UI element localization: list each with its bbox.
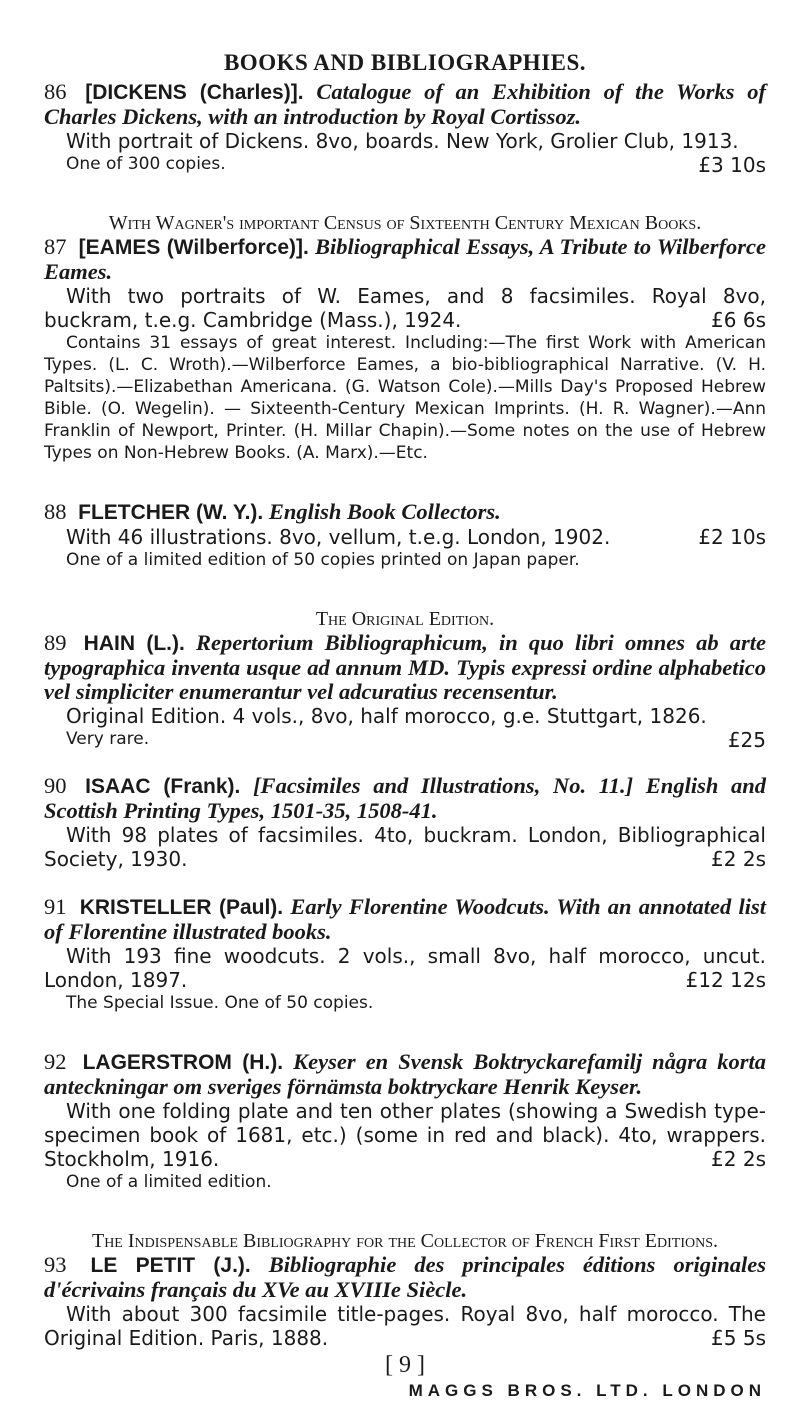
entry-note: Contains 31 essays of great interest. Including:—The first Work with American Types. (L. C. Wroth).—Wilberforce Eames, a bio-bibliographical Narrative. (V. H. Paltsits).—Elizabethan Americana. (G. Watson Cole).—Mills Day's Proposed Hebrew Bible. (O. Wegelin). — Sixteenth-Century Mexican Imprints. (H. R. Wagner).—Ann Franklin of Newport, Printer. (H. Millar Chapin).—Some notes on the use of Hebrew Types on Non-Hebrew Books. (A. Marx).—Etc.: [44, 333, 766, 463]
entry-note: The Special Issue. One of 50 copies.: [66, 993, 374, 1013]
entry-title: Bibliographie des principales éditions originales d'écrivains français du XVe au XVIIIe Siècle.: [44, 1252, 766, 1302]
entry-89: [44, 607, 766, 750]
entry-author: LAGERSTROM (H.).: [82, 1051, 284, 1074]
section-heading: The Indispensable Bibliography for the Collector of French First Editions.: [91, 1230, 718, 1252]
page-header: BOOKS AND BIBLIOGRAPHIES.: [223, 50, 587, 75]
entry-description: With 193 fine woodcuts. 2 vols., small 8vo, half morocco, uncut. London, 1897.: [44, 944, 766, 992]
entry-author: KRISTELLER (Paul).: [79, 896, 284, 919]
entry-price: £2 2s: [711, 1147, 766, 1171]
entry-price: £25: [727, 728, 766, 752]
entry-price: £5 5s: [711, 1326, 766, 1350]
entry-91: [44, 895, 766, 1014]
entry-author: [EAMES (Wilberforce)].: [78, 236, 309, 259]
entry-description: With 98 plates of facsimiles. 4to, buckram. London, Bibliographical Society, 1930.: [44, 823, 766, 871]
entry-number: 87: [44, 234, 67, 259]
section-heading: With Wagner's important Census of Sixteenth Century Mexican Books.: [108, 212, 702, 234]
entry-93: [44, 1229, 766, 1350]
entry-number: 89: [44, 630, 67, 655]
entry-price: £3 10s: [698, 153, 766, 177]
entry-86: [44, 80, 766, 175]
entry-note: One of a limited edition.: [66, 1172, 272, 1192]
entry-description: With one folding plate and ten other plates (showing a Swedish type-specimen book of 1681, etc.) (some in red and black). 4to, wrappers. Stockholm, 1916.: [44, 1099, 766, 1171]
catalogue-page: [44, 50, 766, 1401]
entry-author: FLETCHER (W. Y.).: [78, 501, 264, 524]
entry-description: With two portraits of W. Eames, and 8 facsimiles. Royal 8vo, buckram, t.e.g. Cambridge (Mass.), 1924.: [44, 284, 766, 332]
entry-price: £6 6s: [711, 308, 766, 332]
entry-title: Early Florentine Woodcuts. With an annotated list of Florentine illustrated books.: [44, 894, 767, 944]
entry-90: [44, 774, 766, 871]
entry-title: [Facsimiles and Illustrations, No. 11.] English and Scottish Printing Types, 1501-35, 1508-41.: [44, 773, 767, 823]
entry-description: With 46 illustrations. 8vo, vellum, t.e.g. London, 1902.: [66, 525, 611, 549]
entry-88: [44, 500, 766, 571]
entry-title: Bibliographical Essays, A Tribute to Wilberforce Eames.: [44, 234, 766, 284]
entry-title: Catalogue of an Exhibition of the Works of Charles Dickens, with an introduction by Royal Cortissoz.: [44, 79, 767, 129]
entry-title: Keyser en Svensk Boktryckarefamilj några korta anteckningar om sveriges förnämsta boktryckare Henrik Keyser.: [44, 1049, 767, 1099]
entry-price: £2 2s: [711, 847, 766, 871]
entry-number: 90: [44, 773, 67, 798]
entry-number: 92: [44, 1049, 67, 1074]
entry-description: With portrait of Dickens. 8vo, boards. New York, Grolier Club, 1913.: [66, 129, 739, 153]
entry-note: Very rare.: [66, 729, 150, 749]
entry-note: One of a limited edition of 50 copies printed on Japan paper.: [66, 550, 580, 570]
entry-description: With about 300 facsimile title-pages. Royal 8vo, half morocco. The Original Edition. Paris, 1888.: [44, 1302, 766, 1350]
entry-note: One of 300 copies.: [66, 154, 226, 174]
entry-author: [DICKENS (Charles)].: [85, 81, 304, 104]
entry-author: ISAAC (Frank).: [85, 775, 241, 798]
entry-price: £2 10s: [698, 525, 766, 549]
entry-price: £12 12s: [685, 968, 766, 992]
entry-number: 86: [44, 79, 67, 104]
entry-title: Repertorium Bibliographicum, in quo libri omnes ab arte typographica inventa usque ad annum MD. Typis expressi ordine alphabetico vel simpliciter enumerantur vel adcuratius recensentur.: [44, 630, 767, 704]
entry-description: Original Edition. 4 vols., 8vo, half morocco, g.e. Stuttgart, 1826.: [66, 704, 707, 728]
entry-title: English Book Collectors.: [268, 499, 501, 524]
entry-author: HAIN (L.).: [83, 632, 185, 655]
entry-number: 93: [44, 1252, 67, 1277]
entry-number: 91: [44, 894, 67, 919]
entry-92: [44, 1050, 766, 1193]
entry-87: [44, 211, 766, 464]
entry-number: 88: [44, 499, 67, 524]
entry-author: LE PETIT (J.).: [90, 1254, 251, 1277]
publisher-footer: MAGGS BROS. LTD. LONDON: [408, 1381, 766, 1400]
page-number: [ 9 ]: [385, 1352, 425, 1378]
section-heading: The Original Edition.: [315, 608, 495, 630]
